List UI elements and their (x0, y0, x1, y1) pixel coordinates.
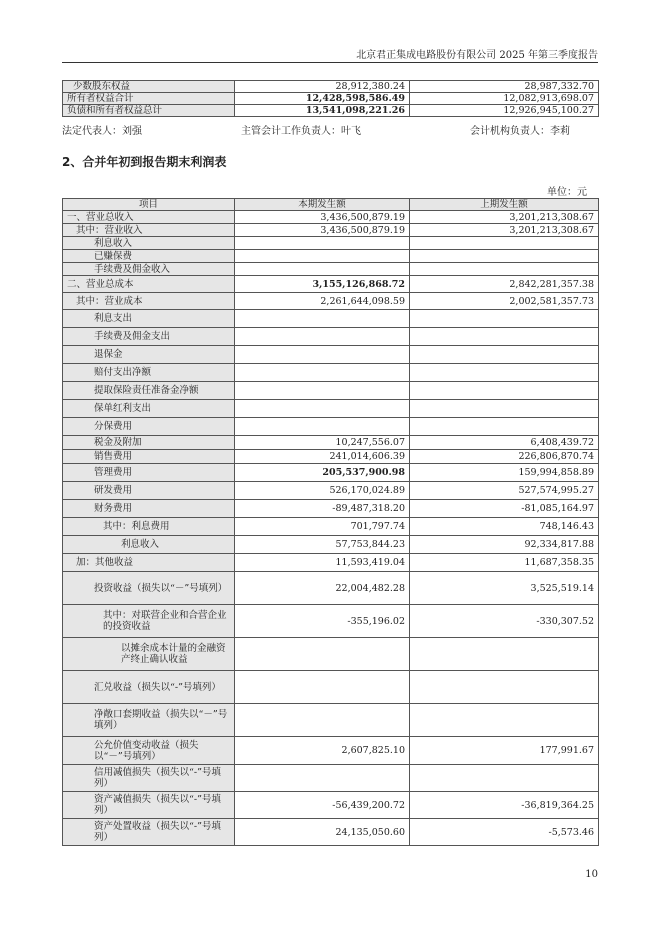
table-row (63, 704, 599, 737)
header-item: 项目 (63, 199, 235, 211)
current-value: 22,004,482.28 (235, 572, 410, 605)
previous-value: 3,201,213,308.67 (410, 211, 599, 224)
previous-value (410, 346, 599, 364)
row-label: 其中：对联营企业和合营企业的投资收益 (63, 605, 235, 638)
current-value: 2,261,644,098.59 (235, 293, 410, 310)
previous-value (410, 250, 599, 263)
row-label: 手续费及佣金收入 (63, 263, 235, 276)
current-value (235, 704, 410, 737)
row-label: 利息收入 (63, 237, 235, 250)
section-title: 2、合并年初到报告期末利润表 (62, 155, 227, 169)
table-row (63, 450, 599, 464)
previous-value (410, 237, 599, 250)
row-label: 少数股东权益 (63, 81, 235, 93)
current-value (235, 237, 410, 250)
row-label: 销售费用 (63, 450, 235, 464)
row-label: 税金及附加 (63, 436, 235, 450)
current-value: 526,170,024.89 (235, 482, 410, 500)
row-label: 财务费用 (63, 500, 235, 518)
accounting-head: 主管会计工作负责人：叶飞 (241, 126, 361, 137)
table-row (63, 250, 599, 263)
current-value: 13,541,098,221.26 (235, 105, 410, 117)
previous-value: 6,408,439.72 (410, 436, 599, 450)
table-row (63, 418, 599, 436)
table-row (63, 482, 599, 500)
previous-value: 748,146.43 (410, 518, 599, 536)
previous-value (410, 382, 599, 400)
current-value: 28,912,380.24 (235, 81, 410, 93)
current-value (235, 346, 410, 364)
current-value (235, 671, 410, 704)
table-row (63, 263, 599, 276)
current-value: 10,247,556.07 (235, 436, 410, 450)
current-value (235, 250, 410, 263)
row-label: 利息支出 (63, 310, 235, 328)
row-label: 信用减值损失（损失以“-”号填列） (63, 765, 235, 792)
row-label: 净敞口套期收益（损失以“－”号填列） (63, 704, 235, 737)
row-label: 管理费用 (63, 464, 235, 482)
row-label: 利息收入 (63, 536, 235, 554)
current-value: -355,196.02 (235, 605, 410, 638)
legal-representative: 法定代表人：刘强 (62, 126, 142, 137)
previous-value: 3,201,213,308.67 (410, 224, 599, 237)
table-row (63, 671, 599, 704)
previous-value: 226,806,870.74 (410, 450, 599, 464)
current-value (235, 364, 410, 382)
current-value: -56,439,200.72 (235, 792, 410, 819)
previous-value: -36,819,364.25 (410, 792, 599, 819)
row-label: 其中：营业成本 (63, 293, 235, 310)
table-row (63, 464, 599, 482)
previous-value (410, 328, 599, 346)
unit-label: 单位：元 (547, 187, 587, 198)
previous-value: 3,525,519.14 (410, 572, 599, 605)
previous-value (410, 364, 599, 382)
current-value (235, 310, 410, 328)
row-label: 手续费及佣金支出 (63, 328, 235, 346)
row-label: 公允价值变动收益（损失以“－”号填列） (63, 737, 235, 765)
previous-value (410, 638, 599, 671)
previous-value: 527,574,995.27 (410, 482, 599, 500)
table-row (63, 554, 599, 572)
current-value (235, 765, 410, 792)
current-value: 24,135,050.60 (235, 819, 410, 846)
row-label: 加：其他收益 (63, 554, 235, 572)
row-label: 资产处置收益（损失以“-”号填列） (63, 819, 235, 846)
previous-value: 177,991.67 (410, 737, 599, 765)
previous-value: -5,573.46 (410, 819, 599, 846)
current-value: 2,607,825.10 (235, 737, 410, 765)
table-row (63, 605, 599, 638)
current-value (235, 382, 410, 400)
table-header-row (63, 199, 599, 211)
row-label: 研发费用 (63, 482, 235, 500)
row-label: 以摊余成本计量的金融资产终止确认收益 (63, 638, 235, 671)
row-label: 已赚保费 (63, 250, 235, 263)
table-row (63, 81, 599, 93)
table-row (63, 237, 599, 250)
table-row (63, 364, 599, 382)
current-value: 11,593,419.04 (235, 554, 410, 572)
header-current: 本期发生额 (235, 199, 410, 211)
previous-value (410, 671, 599, 704)
previous-value: 11,687,358.35 (410, 554, 599, 572)
row-label: 其中：利息费用 (63, 518, 235, 536)
row-label: 资产减值损失（损失以“-”号填列） (63, 792, 235, 819)
row-label: 其中：营业收入 (63, 224, 235, 237)
row-label: 投资收益（损失以“－”号填列） (63, 572, 235, 605)
previous-value (410, 263, 599, 276)
header-previous: 上期发生额 (410, 199, 599, 211)
table-row (63, 500, 599, 518)
current-value (235, 263, 410, 276)
table-row (63, 518, 599, 536)
page-header: 北京君正集成电路股份有限公司 2025 年第三季度报告 (356, 50, 598, 61)
table-row (63, 400, 599, 418)
table-row (63, 737, 599, 765)
table-row (63, 638, 599, 671)
table-row (63, 224, 599, 237)
row-label: 退保金 (63, 346, 235, 364)
current-value: 241,014,606.39 (235, 450, 410, 464)
previous-value (410, 765, 599, 792)
row-label: 汇兑收益（损失以“-”号填列） (63, 671, 235, 704)
row-label: 二、营业总成本 (63, 276, 235, 293)
row-label: 所有者权益合计 (63, 93, 235, 105)
previous-value: 2,002,581,357.73 (410, 293, 599, 310)
row-label: 保单红利支出 (63, 400, 235, 418)
previous-value: -81,085,164.97 (410, 500, 599, 518)
table-row (63, 792, 599, 819)
table-row (63, 382, 599, 400)
header-divider (62, 62, 598, 63)
table-row (63, 276, 599, 293)
current-value: -89,487,318.20 (235, 500, 410, 518)
previous-value: 12,082,913,698.07 (410, 93, 599, 105)
table-row (63, 328, 599, 346)
accounting-dept-head: 会计机构负责人：李莉 (470, 126, 570, 137)
table-row (63, 211, 599, 224)
row-label: 分保费用 (63, 418, 235, 436)
previous-value (410, 310, 599, 328)
previous-value: 159,994,858.89 (410, 464, 599, 482)
current-value: 3,436,500,879.19 (235, 224, 410, 237)
current-value: 205,537,900.98 (235, 464, 410, 482)
previous-value: 2,842,281,357.38 (410, 276, 599, 293)
current-value (235, 400, 410, 418)
row-label: 一、营业总收入 (63, 211, 235, 224)
table-row (63, 293, 599, 310)
table-row (63, 436, 599, 450)
current-value: 57,753,844.23 (235, 536, 410, 554)
previous-value: 92,334,817.88 (410, 536, 599, 554)
previous-value (410, 704, 599, 737)
balance-sheet-tail-table (62, 80, 599, 117)
table-row (63, 765, 599, 792)
current-value: 12,428,598,586.49 (235, 93, 410, 105)
current-value (235, 418, 410, 436)
current-value: 701,797.74 (235, 518, 410, 536)
page-number: 10 (585, 869, 598, 880)
previous-value: -330,307.52 (410, 605, 599, 638)
row-label: 赔付支出净额 (63, 364, 235, 382)
previous-value: 28,987,332.70 (410, 81, 599, 93)
table-row (63, 105, 599, 117)
previous-value: 12,926,945,100.27 (410, 105, 599, 117)
previous-value (410, 400, 599, 418)
row-label: 负债和所有者权益总计 (63, 105, 235, 117)
current-value: 3,155,126,868.72 (235, 276, 410, 293)
table-row (63, 310, 599, 328)
current-value (235, 638, 410, 671)
table-row (63, 93, 599, 105)
income-statement-table (62, 198, 599, 846)
table-row (63, 346, 599, 364)
previous-value (410, 418, 599, 436)
table-row (63, 572, 599, 605)
row-label: 提取保险责任准备金净额 (63, 382, 235, 400)
table-row (63, 536, 599, 554)
table-row (63, 819, 599, 846)
current-value (235, 328, 410, 346)
current-value: 3,436,500,879.19 (235, 211, 410, 224)
